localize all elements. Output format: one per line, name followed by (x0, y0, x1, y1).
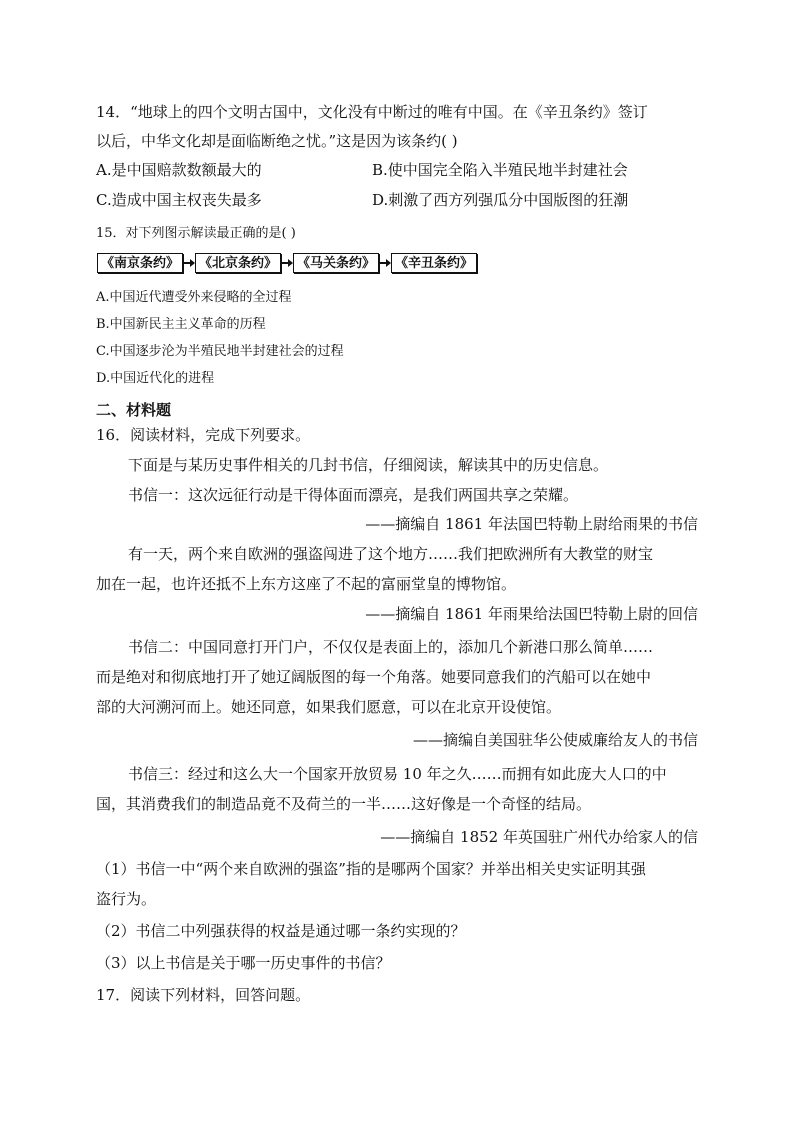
q16-sub1-line1: （1）书信一中“两个来自欧洲的强盗”指的是哪两个国家？并举出相关史实证明其强 (96, 860, 646, 878)
q14-option-d: D.刺激了西方列强瓜分中国版图的狂潮 (372, 191, 629, 209)
treaty-box-beijing: 《北京条约》 (195, 253, 281, 273)
q16-letter3-line2: 国，其消费我们的制造品竟不及荷兰的一半……这好像是一个奇怪的结局。 (96, 795, 592, 813)
arrow-right-icon (281, 253, 293, 273)
q16-reply-line2: 加在一起，也许还抵不上东方这座了不起的富丽堂皇的博物馆。 (96, 575, 517, 593)
q14-stem-line2: 以后，中华文化却是面临断绝之忧。”这是因为该条约( ) (96, 132, 458, 150)
q17-stem: 17．阅读下列材料，回答问题。 (96, 986, 311, 1004)
q16-letter2-line1: 书信二：中国同意打开门户，不仅仅是表面上的，添加几个新港口那么简单…… (128, 638, 654, 656)
treaty-box-nanjing: 《南京条约》 (97, 253, 183, 273)
q15-option-d: D.中国近代化的进程 (96, 371, 215, 386)
q15-option-a: A.中国近代遭受外来侵略的全过程 (96, 290, 292, 305)
q16-letter3-line1: 书信三：经过和这么大一个国家开放贸易 10 年之久……而拥有如此庞大人口的中 (128, 765, 667, 783)
q16-stem: 16．阅读材料，完成下列要求。 (96, 426, 311, 444)
treaty-box-xinchou: 《辛丑条约》 (391, 253, 477, 273)
q16-letter2-line3: 部的大河溯河而上。她还同意，如果我们愿意，可以在北京开设使馆。 (96, 698, 562, 716)
q16-letter1: 书信一：这次远征行动是干得体面而漂亮，是我们两国共享之荣耀。 (128, 486, 579, 504)
q14-option-a: A.是中国赔款数额最大的 (96, 161, 262, 179)
treaty-box-maguan: 《马关条约》 (293, 253, 379, 273)
q14-option-c: C.造成中国主权丧失最多 (96, 191, 262, 209)
treaty-flow-diagram (97, 251, 477, 275)
q16-reply-line1: 有一天，两个来自欧洲的强盗闯进了这个地方……我们把欧洲所有大教堂的财宝 (128, 545, 654, 563)
arrow-right-icon (183, 253, 195, 273)
q16-sub1-line2: 盗行为。 (96, 890, 157, 908)
q16-letter2-line2: 而是绝对和彻底地打开了她辽阔版图的每一个角落。她要同意我们的汽船可以在她中 (96, 668, 652, 686)
section-title: 二、材料题 (96, 401, 172, 419)
q16-intro: 下面是与某历史事件相关的几封书信，仔细阅读，解读其中的历史信息。 (128, 456, 609, 474)
q16-sub2: （2）书信二中列强获得的权益是通过哪一条约实现的？ (96, 922, 466, 940)
q16-letter2-source: ——摘编自美国驻华公使威廉给友人的书信 (412, 731, 698, 749)
q16-letter1-source: ——摘编自 1861 年法国巴特勒上尉给雨果的书信 (365, 515, 698, 533)
q16-letter3-source: ——摘编自 1852 年英国驻广州代办给家人的信 (380, 828, 698, 846)
q15-stem: 15．对下列图示解读最正确的是( ) (96, 226, 296, 241)
q16-reply-source: ——摘编自 1861 年雨果给法国巴特勒上尉的回信 (365, 605, 698, 623)
q15-option-b: B.中国新民主主义革命的历程 (96, 317, 266, 332)
q15-option-c: C.中国逐步沦为半殖民地半封建社会的过程 (96, 344, 344, 359)
q16-sub3: （3）以上书信是关于哪一历史事件的书信？ (96, 954, 391, 972)
q14-option-b: B.使中国完全陷入半殖民地半封建社会 (372, 161, 628, 179)
arrow-right-icon (379, 253, 391, 273)
q14-stem-line1: 14．“地球上的四个文明古国中，文化没有中断过的唯有中国。在《辛丑条约》签订 (96, 103, 648, 121)
